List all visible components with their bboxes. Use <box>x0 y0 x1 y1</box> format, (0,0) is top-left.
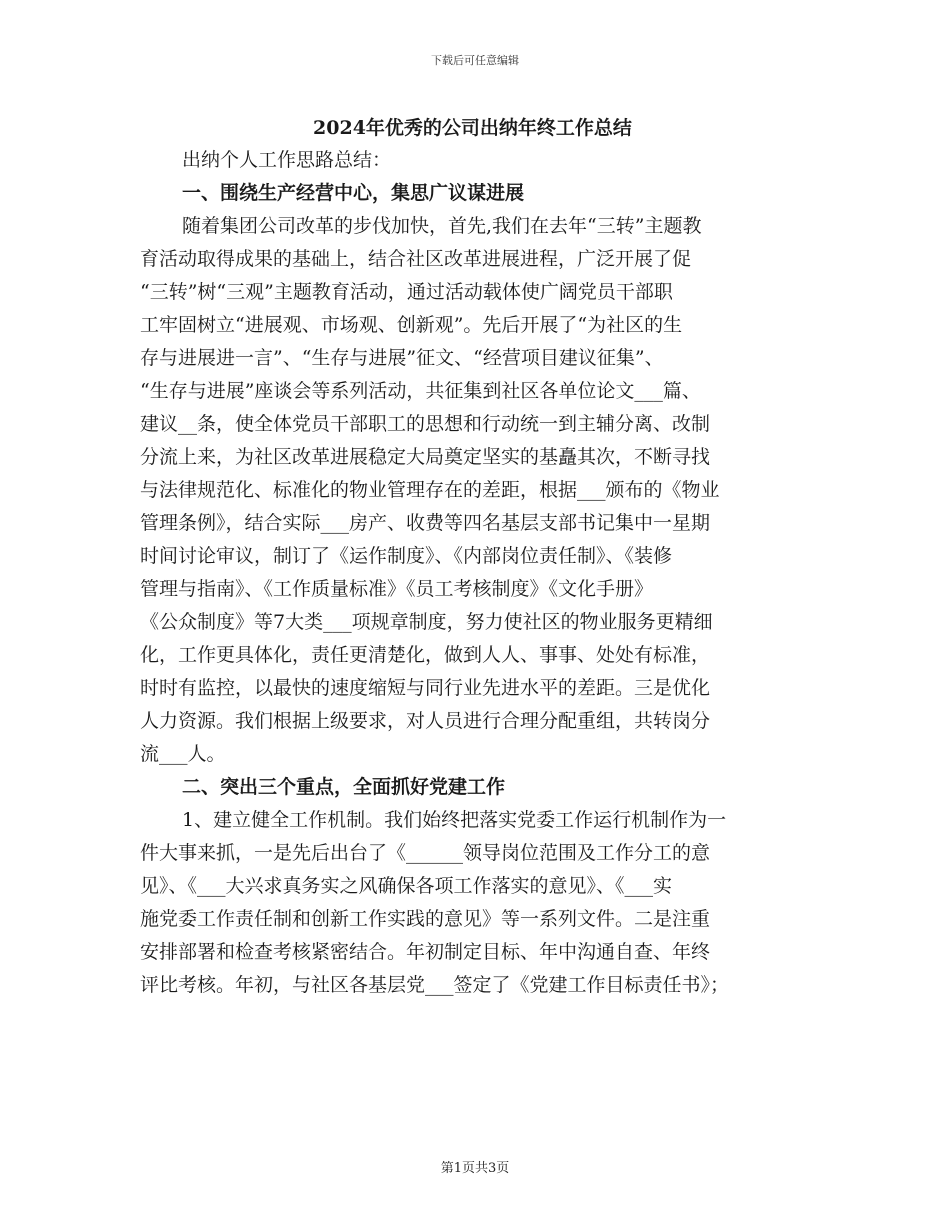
paragraph-line: 1、建立健全工作机制。我们始终把落实党委工作运行机制作为一 <box>182 809 727 831</box>
paragraph-line: 与法律规范化、标准化的物业管理存在的差距，根据___颁布的《物业 <box>140 479 720 501</box>
page-header: 下载后可任意编辑 <box>431 54 519 67</box>
paragraph-line: 安排部署和检查考核紧密结合。年初制定目标、年中沟通自查、年终 <box>140 941 711 963</box>
paragraph-line: 分流上来，为社区改革进展稳定大局奠定坚实的基矗其次，不断寻找 <box>140 446 711 468</box>
paragraph-line: 育活动取得成果的基础上，结合社区改革进展进程，广泛开展了促 <box>140 248 692 270</box>
paragraph-line: 存与进展进一言”、“生存与进展”征文、“经营项目建议征集”、 <box>140 347 664 369</box>
paragraph-line: 流___人。 <box>140 743 226 765</box>
paragraph-line: 时时有监控，以最快的速度缩短与同行业先进水平的差距。三是优化 <box>140 677 711 699</box>
section-heading: 二、突出三个重点，全面抓好党建工作 <box>182 776 506 798</box>
paragraph-line: 评比考核。年初，与社区各基层党___签定了《党建工作目标责任书》； <box>140 974 730 996</box>
paragraph-line: 施党委工作责任制和创新工作实践的意见》等一系列文件。二是注重 <box>140 908 711 930</box>
paragraph-line: 工牢固树立“进展观、市场观、创新观”。先后开展了“为社区的生 <box>140 314 683 336</box>
document-body <box>140 112 805 1002</box>
paragraph-line: 管理条例》，结合实际___房产、收费等四名基层支部书记集中一星期 <box>140 512 711 534</box>
paragraph-line: 随着集团公司改革的步伐加快，首先,我们在去年“三转”主题教 <box>182 215 702 237</box>
paragraph-line: 管理与指南》、《工作质量标准》《员工考核制度》《文化手册》 <box>140 578 654 600</box>
paragraph-line: 件大事来抓，一是先后出台了《______领导岗位范围及工作分工的意 <box>140 842 711 864</box>
intro-line: 出纳个人工作思路总结： <box>182 149 392 171</box>
paragraph-line: 人力资源。我们根据上级要求，对人员进行合理分配重组，共转岗分 <box>140 710 711 732</box>
paragraph-line: “三转”树“三观”主题教育活动，通过活动载体使广阔党员干部职 <box>140 281 673 303</box>
paragraph-line: 见》、《___大兴求真务实之风确保各项工作落实的意见》、《___实 <box>140 875 673 897</box>
page-footer: 第1页共3页 <box>440 1161 510 1176</box>
paragraph-line: “生存与进展”座谈会等系列活动，共征集到社区各单位论文___篇、 <box>140 380 701 402</box>
paragraph-line: 建议__条，使全体党员干部职工的思想和行动统一到主辅分离、改制 <box>140 413 711 435</box>
section-heading: 一、围绕生产经营中心，集思广议谋进展 <box>182 182 525 204</box>
paragraph-line: 时间讨论审议，制订了《运作制度》、《内部岗位责任制》、《装修 <box>140 545 673 567</box>
document-title: 2024年优秀的公司出纳年终工作总结 <box>313 117 632 139</box>
paragraph-line: 《公众制度》等7大类___项规章制度，努力使社区的物业服务更精细 <box>140 611 713 633</box>
paragraph-line: 化，工作更具体化，责任更清楚化，做到人人、事事、处处有标准， <box>140 644 711 666</box>
